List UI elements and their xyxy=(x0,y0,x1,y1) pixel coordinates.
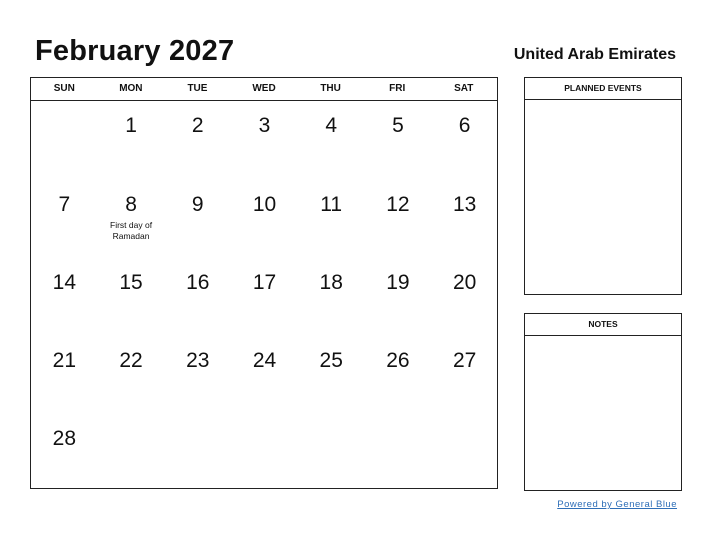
weekday-tue: TUE xyxy=(187,83,208,94)
day-number: 6 xyxy=(458,114,471,137)
day-cell xyxy=(298,349,365,373)
day-number: 2 xyxy=(191,114,204,137)
day-cell xyxy=(431,193,498,217)
country-label: United Arab Emirates xyxy=(513,46,676,63)
day-cell xyxy=(431,349,498,373)
planned-events-header: PLANNED EVENTS xyxy=(525,78,681,100)
day-cell xyxy=(231,271,298,295)
day-number: 12 xyxy=(386,193,410,216)
day-cell xyxy=(98,349,165,373)
day-cell xyxy=(365,271,432,295)
day-cell xyxy=(164,114,231,138)
day-number: 18 xyxy=(319,271,343,294)
day-number: 15 xyxy=(119,271,143,294)
notes-box xyxy=(524,313,682,491)
day-cell xyxy=(298,271,365,295)
day-cell xyxy=(231,349,298,373)
day-number: 14 xyxy=(52,271,77,294)
day-number: 10 xyxy=(252,193,277,216)
weekday-sun: SUN xyxy=(53,83,75,94)
weekday-sat: SAT xyxy=(454,83,474,94)
day-number: 16 xyxy=(186,271,210,294)
day-number: 19 xyxy=(386,271,410,294)
day-number: 17 xyxy=(252,271,277,294)
day-number: 27 xyxy=(452,349,477,372)
day-number: 7 xyxy=(58,193,71,216)
holiday-label: First day of Ramadan xyxy=(110,220,153,241)
day-number: 21 xyxy=(52,349,77,372)
weekday-header-row xyxy=(31,78,497,101)
day-cell xyxy=(431,271,498,295)
day-cell xyxy=(231,114,298,138)
day-number: 1 xyxy=(125,114,137,137)
day-number: 22 xyxy=(119,349,143,372)
day-cell xyxy=(164,271,231,295)
day-cell xyxy=(298,193,365,217)
powered-by-link[interactable]: Powered by General Blue xyxy=(557,499,677,510)
day-cell xyxy=(365,193,432,217)
day-cell xyxy=(164,193,231,217)
day-cell xyxy=(31,349,98,373)
day-number: 3 xyxy=(258,114,271,137)
day-number: 5 xyxy=(392,114,404,137)
day-cell xyxy=(98,114,165,138)
day-number: 9 xyxy=(191,193,204,216)
day-cell xyxy=(431,114,498,138)
planned-events-box xyxy=(524,77,682,295)
day-cell xyxy=(298,114,365,138)
day-number: 8 xyxy=(125,193,137,216)
day-number: 11 xyxy=(320,193,343,216)
weekday-wed: WED xyxy=(252,83,276,94)
day-cell xyxy=(98,271,165,295)
day-cell xyxy=(31,271,98,295)
day-cell xyxy=(31,193,98,217)
day-number: 26 xyxy=(386,349,410,372)
calendar-grid xyxy=(30,77,498,489)
day-number: 28 xyxy=(52,427,77,450)
day-cell xyxy=(231,193,298,217)
day-cell xyxy=(365,114,432,138)
day-cell xyxy=(164,349,231,373)
day-number: 4 xyxy=(325,114,338,137)
day-number: 24 xyxy=(252,349,277,372)
page-title: February 2027 xyxy=(35,35,235,67)
day-cell xyxy=(365,349,432,373)
calendar-days xyxy=(31,100,497,488)
notes-header: NOTES xyxy=(525,314,681,336)
day-cell xyxy=(31,427,98,451)
day-number: 13 xyxy=(452,193,477,216)
weekday-fri: FRI xyxy=(389,83,406,94)
day-number: 25 xyxy=(319,349,343,372)
day-number: 20 xyxy=(452,271,477,294)
weekday-mon: MON xyxy=(119,83,143,94)
day-cell xyxy=(98,193,165,242)
day-number: 23 xyxy=(186,349,210,372)
weekday-thu: THU xyxy=(320,83,341,94)
